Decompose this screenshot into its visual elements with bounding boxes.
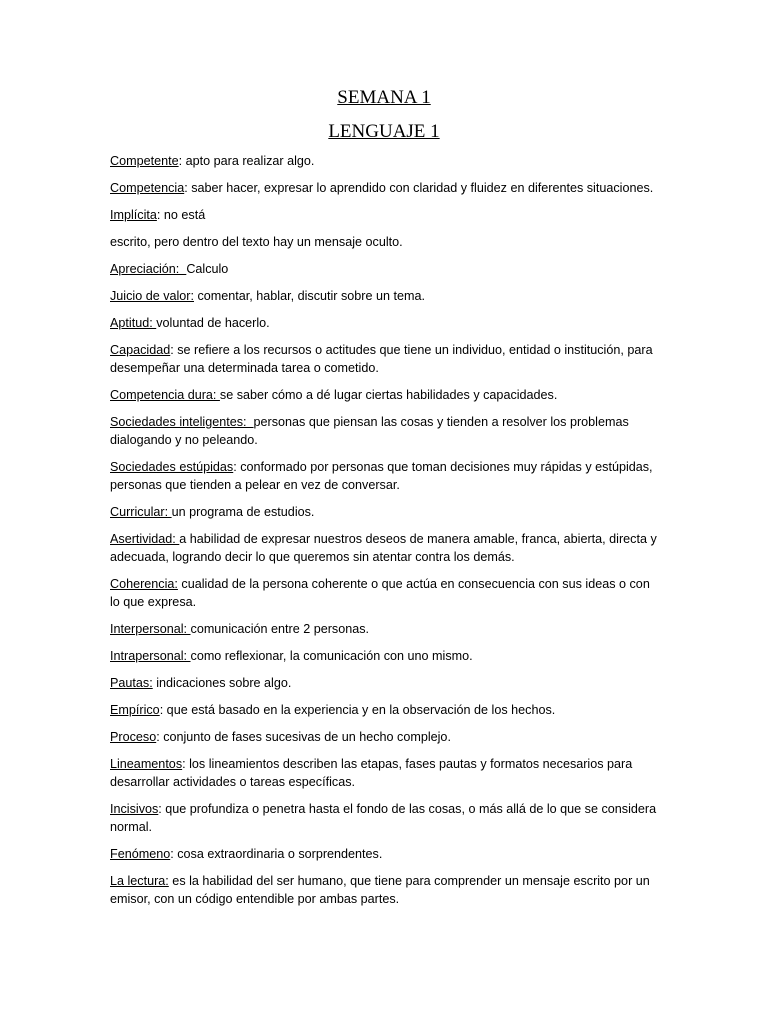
glossary-entry-competencia: [110, 179, 662, 197]
entry-term: Coherencia:: [110, 577, 178, 591]
entry-definition: indicaciones sobre algo.: [152, 676, 292, 690]
glossary-entry-empirico: [110, 701, 662, 719]
entry-term: Juicio de valor:: [110, 289, 194, 303]
entry-term: Apreciación:: [110, 262, 187, 276]
glossary-entry-coherencia: [110, 575, 662, 611]
entry-term: Empírico: [110, 703, 160, 717]
glossary-entry-incisivos: [110, 800, 662, 836]
entry-definition: como reflexionar, la comunicación con uno mismo.: [190, 649, 473, 663]
entry-term: Lineamentos: [110, 757, 183, 771]
entry-definition: : apto para realizar algo.: [178, 154, 315, 168]
entry-term: Competente: [110, 154, 179, 168]
entry-definition: : conformado por personas que toman decisiones muy rápidas y estúpidas, personas que tienden a pelear en vez de conversar.: [110, 460, 653, 492]
entry-term: Interpersonal:: [110, 622, 191, 636]
entry-term: Intrapersonal:: [110, 649, 191, 663]
entry-definition: : cosa extraordinaria o sorprendentes.: [170, 847, 383, 861]
entry-definition: escrito, pero dentro del texto hay un mensaje oculto.: [110, 235, 403, 249]
glossary-entry-proceso: [110, 728, 662, 746]
entry-definition: personas que piensan las cosas y tienden a resolver los problemas dialogando y no peleando.: [110, 415, 629, 447]
glossary-entry-pautas: [110, 674, 662, 692]
glossary-entry-competencia-dura: [110, 386, 662, 404]
entry-definition: Calculo: [186, 262, 229, 276]
entry-term: Sociedades estúpidas: [110, 460, 234, 474]
glossary-entry-implicita-continued: [110, 233, 662, 251]
entry-definition: : que está basado en la experiencia y en la observación de los hechos.: [159, 703, 556, 717]
entry-term: Aptitud:: [110, 316, 157, 330]
entry-definition: : los lineamientos describen las etapas, fases pautas y formatos necesarios para desarrollar actividades o tareas específicas.: [110, 757, 633, 789]
glossary-entry-interpersonal: [110, 620, 662, 638]
glossary-entry-curricular: [110, 503, 662, 521]
entry-definition: : que profundiza o penetra hasta el fondo de las cosas, o más allá de lo que se considera normal.: [110, 802, 657, 834]
glossary-entry-juicio-de-valor: [110, 287, 662, 305]
entry-term: Capacidad: [110, 343, 171, 357]
entry-definition: : saber hacer, expresar lo aprendido con claridad y fluidez en diferentes situaciones.: [184, 181, 654, 195]
entry-definition: voluntad de hacerlo.: [156, 316, 270, 330]
glossary-entry-asertividad: [110, 530, 662, 566]
page-subtitle: LENGUAJE 1: [328, 121, 440, 142]
entry-definition: : se refiere a los recursos o actitudes que tiene un individuo, entidad o institución, para desempeñar una determinada tarea o cometido.: [110, 343, 653, 375]
glossary-entry-implicita: [110, 206, 662, 224]
entry-term: La lectura:: [110, 874, 169, 888]
glossary-entry-competente: [110, 152, 662, 170]
entry-definition: a habilidad de expresar nuestros deseos de manera amable, franca, abierta, directa y adecuada, logrando decir lo que queremos sin atentar contra los demás.: [110, 532, 657, 564]
glossary-entry-apreciacion: [110, 260, 662, 278]
entry-definition: cualidad de la persona coherente o que actúa en consecuencia con sus ideas o con lo que expresa.: [110, 577, 650, 609]
glossary-entry-sociedades-inteligentes: [110, 413, 662, 449]
glossary-entry-fenomeno: [110, 845, 662, 863]
entry-term: Competencia dura:: [110, 388, 220, 402]
entry-definition: : no está: [156, 208, 206, 222]
entry-definition: comunicación entre 2 personas.: [190, 622, 370, 636]
entry-term: Implícita: [110, 208, 157, 222]
entry-term: Competencia: [110, 181, 185, 195]
entry-definition: es la habilidad del ser humano, que tiene para comprender un mensaje escrito por un emisor, con un código entendible por ambas partes.: [110, 874, 650, 906]
entry-definition: : conjunto de fases sucesivas de un hecho complejo.: [156, 730, 451, 744]
entry-definition: comentar, hablar, discutir sobre un tema.: [194, 289, 426, 303]
entry-term: Proceso: [110, 730, 157, 744]
glossary-entry-capacidad: [110, 341, 662, 377]
entry-term: Sociedades inteligentes:: [110, 415, 254, 429]
entry-definition: un programa de estudios.: [171, 505, 315, 519]
glossary-entry-sociedades-estupidas: [110, 458, 662, 494]
entry-term: Fenómeno: [110, 847, 171, 861]
entry-term: Pautas:: [110, 676, 153, 690]
entry-term: Curricular:: [110, 505, 172, 519]
page-title: SEMANA 1: [337, 87, 431, 108]
glossary-entry-la-lectura: [110, 872, 662, 908]
entry-term: Incisivos: [110, 802, 159, 816]
glossary-list: [110, 152, 662, 917]
entry-definition: se saber cómo a dé lugar ciertas habilidades y capacidades.: [219, 388, 558, 402]
entry-term: Asertividad:: [110, 532, 180, 546]
glossary-entry-aptitud: [110, 314, 662, 332]
glossary-entry-lineamentos: [110, 755, 662, 791]
glossary-entry-intrapersonal: [110, 647, 662, 665]
